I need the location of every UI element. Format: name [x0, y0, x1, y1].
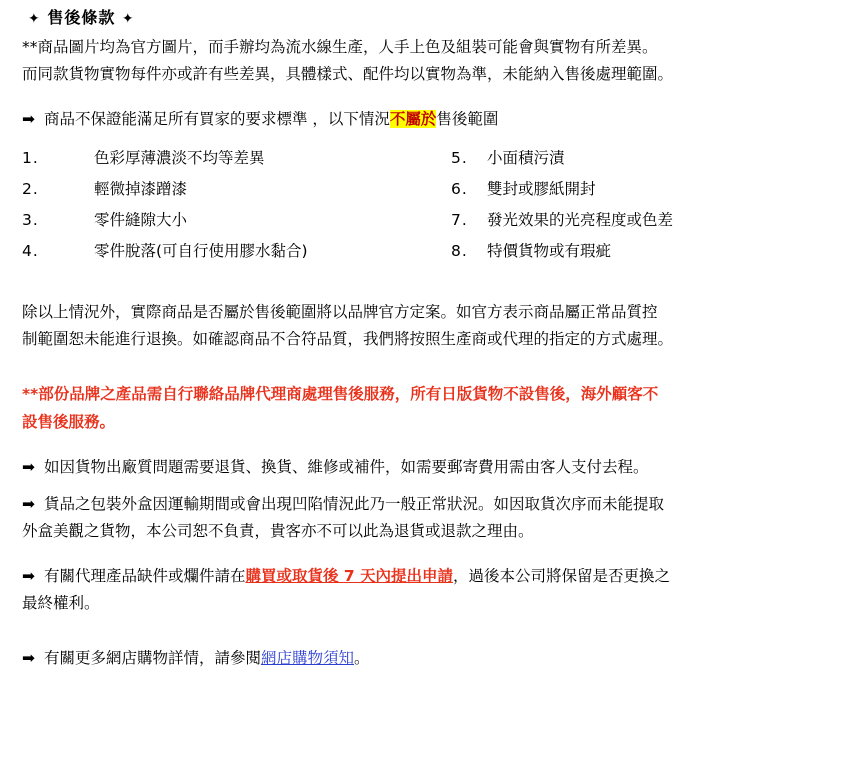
policy-line-1: 除以上情況外，實際商品是否屬於售後範圍將以品牌官方定案。如官方表示商品屬正常品質控 — [22, 303, 658, 322]
list-item — [22, 146, 451, 170]
note-claim — [22, 564, 850, 616]
claim-period-link[interactable]: 購買或取貨後 7 天內提出申請 — [245, 566, 454, 585]
intro-line-2: 而同款貨物實物每件亦或許有些差異，具體樣式、配件均以實物為準，未能納入售後處理範圍。 — [22, 64, 674, 83]
note-shop-guide — [22, 646, 850, 671]
warning-block — [22, 382, 850, 434]
list-item-number: 1. — [22, 149, 39, 168]
policy-line-2: 制範圍恕未能進行退換。如確認商品不合符品質，我們將按照生產商或代理的指定的方式處理。 — [22, 330, 674, 349]
note-claim-after: ，過後本公司將保留是否更換之 — [453, 566, 671, 585]
exclusion-list — [22, 146, 850, 270]
note-claim-line-1 — [22, 564, 850, 589]
note-text: 如因貨物出廠質問題需要退貨、換貨、維修或補件，如需要郵寄費用需由客人支付去程。 — [43, 457, 649, 476]
list-item-label: 零件縫隙大小 — [94, 211, 188, 230]
spacer — [22, 554, 850, 564]
list-item-label: 特價貨物或有瑕疵 — [486, 242, 611, 261]
list-item — [451, 146, 850, 170]
spacer — [22, 626, 850, 646]
exclusion-column-right — [451, 146, 850, 270]
intro-line-1: **商品圖片均為官方圖片，而手辦均為流水線生產，人手上色及組裝可能會與實物有所差異。 — [22, 37, 658, 56]
list-item — [22, 239, 451, 263]
scope-line — [22, 107, 850, 132]
scope-highlight: 不屬於 — [389, 110, 437, 129]
diamond-icon-right: ✦ — [121, 11, 135, 27]
diamond-icon-left: ✦ — [28, 11, 41, 27]
list-item-number: 7. — [450, 211, 468, 230]
list-item — [451, 208, 850, 232]
spacer — [22, 97, 850, 107]
warning-line-1: **部份品牌之產品需自行聯絡品牌代理商處理售後服務，所有日版貨物不設售後，海外顧客不 — [22, 385, 659, 404]
page-title-text: 售後條款 — [47, 8, 116, 27]
list-item-number: 8. — [450, 242, 468, 261]
note-return-shipping — [22, 455, 850, 480]
list-item-number: 5. — [450, 149, 468, 168]
note-packaging-line-1 — [22, 492, 850, 517]
list-item-label: 小面積污漬 — [486, 149, 565, 168]
note-shop-after: 。 — [353, 649, 370, 668]
arrow-icon: ➡ — [22, 457, 35, 476]
spacer — [22, 362, 850, 382]
spacer — [22, 274, 850, 300]
note-text: 貨品之包裝外盒因運輸期間或會出現凹陷情況此乃一般正常狀況。如因取貨次序而未能提取 — [43, 494, 664, 513]
scope-line-after: 售後範圍 — [436, 110, 499, 129]
list-item-label: 輕微掉漆蹭漆 — [94, 180, 188, 199]
policy-block — [22, 300, 850, 352]
note-packaging-line-2: 外盒美觀之貨物，本公司恕不負責，貴客亦不可以此為退貨或退款之理由。 — [22, 521, 534, 540]
note-claim-line-2: 最終權利。 — [22, 594, 100, 613]
note-packaging — [22, 492, 850, 544]
list-item-number: 3. — [22, 211, 39, 230]
list-item — [22, 177, 451, 201]
list-item-label: 色彩厚薄濃淡不均等差異 — [94, 149, 265, 168]
intro-block — [22, 35, 850, 87]
note-claim-before: 有關代理產品缺件或爛件請在 — [43, 566, 246, 585]
list-item-number: 6. — [450, 180, 468, 199]
spacer — [22, 482, 850, 492]
arrow-icon: ➡ — [22, 110, 35, 129]
list-item-number: 2. — [22, 180, 39, 199]
list-item — [22, 208, 451, 232]
shop-guide-link[interactable]: 網店購物須知 — [260, 649, 354, 668]
spacer — [22, 445, 850, 455]
warning-line-2: 設售後服務。 — [22, 412, 116, 431]
list-item — [451, 177, 850, 201]
exclusion-column-left — [22, 146, 451, 270]
list-item-label: 零件脫落(可自行使用膠水黏合) — [94, 242, 308, 261]
scope-line-before: 商品不保證能滿足所有買家的要求標準 ，以下情況 — [43, 110, 390, 129]
list-item-number: 4. — [22, 242, 39, 261]
arrow-icon: ➡ — [22, 566, 35, 585]
note-shop-before: 有關更多網店購物詳情，請參閱 — [43, 649, 261, 668]
list-item-label: 發光效果的光亮程度或色差 — [486, 211, 673, 230]
arrow-icon: ➡ — [22, 649, 35, 668]
page-title — [28, 6, 850, 31]
arrow-icon: ➡ — [22, 494, 35, 513]
list-item — [451, 239, 850, 263]
list-item-label: 雙封或膠紙開封 — [486, 180, 596, 199]
